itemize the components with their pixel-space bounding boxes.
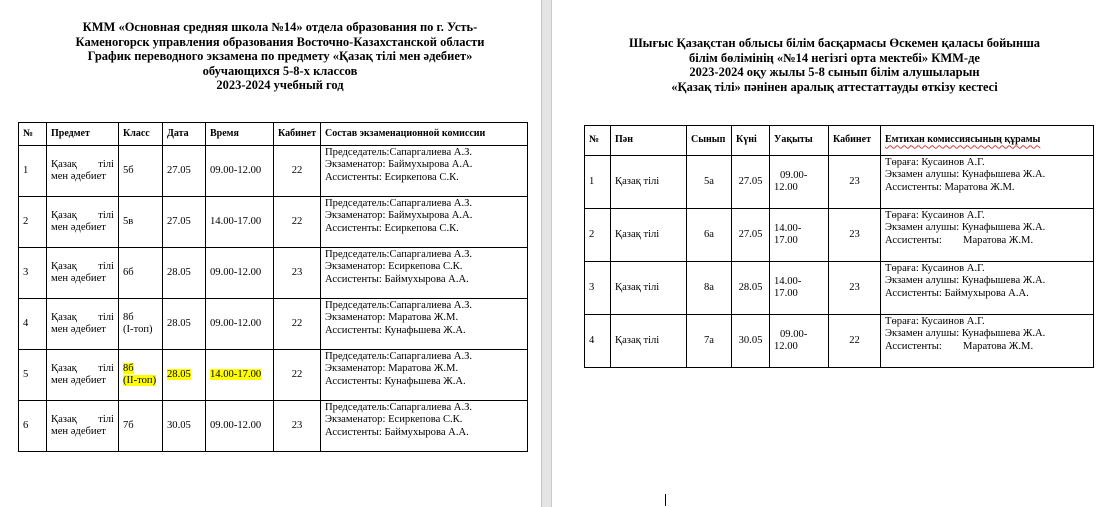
time-cell [770,156,829,209]
subject-word: мен әдебиет [51,273,106,284]
commission-examiner: Экзамен алушы: Кунафышева Ж.А. [885,222,1046,234]
header-cell: Пән [611,126,687,156]
commission-assistant: Ассистенты: Баймухырова А.А. [325,273,469,285]
subject-word: Қазақ [51,158,77,170]
subject-cell: Қазақ тілі [611,209,687,262]
date-cell: 27.05 [163,146,206,197]
subject-cell [47,197,119,248]
table-row [585,209,1094,262]
header-cell: Состав экзаменационной комиссии [321,123,528,146]
commission-chair: Төраға: Кусаинов А.Г. [885,263,985,274]
subject-word: мен әдебиет [51,222,106,233]
commission-chair: Председатель:Сапаргалиева А.З. [325,402,473,413]
header-cell: Время [206,123,274,146]
commission-cell [321,401,528,452]
class-cell [119,146,163,197]
date-cell: 28.05 [163,248,206,299]
commission-cell [881,315,1094,368]
left-title-line: КММ «Основная средняя школа №14» отдела образования по г. Усть- [82,20,478,34]
time-end: 12.00 [774,341,798,352]
left-title-line: График переводного экзамена по предмету «Қазақ тілі мен әдебиет» [87,49,473,63]
date-cell: 27.05 [163,197,206,248]
header-cell: Уақыты [770,126,829,156]
class-cell: 6а [687,209,732,262]
right-title-line: білім бөлімінің «№14 негізгі орта мектебі» КММ-де [689,50,980,65]
commission-examiner: Экзамен алушы: Кунафышева Ж.А. [885,275,1046,287]
time-cell: 09.00-12.00 [206,299,274,350]
time-cell [770,315,829,368]
row-number: 3 [585,262,611,315]
time-cell: 09.00-12.00 [206,248,274,299]
left-title-line: 2023-2024 учебный год [216,78,344,92]
subject-cell [47,299,119,350]
commission-chair: Председатель:Сапаргалиева А.З. [325,249,473,260]
time-cell [770,209,829,262]
table-row [19,248,528,299]
table-row [19,146,528,197]
subject-word: тілі [98,158,114,170]
commission-cell [881,209,1094,262]
room-cell: 23 [829,262,881,315]
row-number: 4 [585,315,611,368]
room-cell: 23 [829,156,881,209]
class-value: 7б [123,419,134,431]
subject-word: Қазақ [51,209,77,221]
class-value: 5б [123,164,134,176]
subject-cell [47,401,119,452]
subject-word: Қазақ [51,362,77,374]
row-number: 2 [19,197,47,248]
commission-chair: Председатель:Сапаргалиева А.З. [325,351,473,362]
commission-examiner: Экзаменатор: Маратова Ж.М. [325,363,459,375]
header-cell: Класс [119,123,163,146]
commission-cell [881,156,1094,209]
time-start: 09.00- [780,169,808,181]
time-start: 14.00- [774,275,802,287]
subject-word: Қазақ [51,311,77,323]
time-cell [770,262,829,315]
table-row [19,350,528,401]
commission-assistant: Ассистенты: Кунафьшева Ж.А. [325,375,466,387]
room-cell: 22 [274,146,321,197]
document-page-left [0,0,541,507]
room-cell: 22 [274,350,321,401]
left-title-line: Каменогорск управления образования Восточно-Казахстанской области [75,34,485,49]
date-cell: 28.05 [732,262,770,315]
class-cell [119,248,163,299]
date-cell [163,350,206,401]
right-exam-table [584,125,1094,368]
document-page-right [552,0,1117,507]
header-cell: Кабинет [829,126,881,156]
subject-word: мен әдебиет [51,375,106,386]
page-gutter [541,0,552,507]
right-title-line: «Қазақ тілі» пәнінен аралық аттестаттауды өткізу кестесі [671,79,998,94]
commission-chair: Председатель:Сапаргалиева А.З. [325,300,473,311]
subject-cell [47,248,119,299]
left-exam-table [18,122,528,452]
commission-examiner: Экзаменатор: Есиркепова С.К. [325,414,463,426]
commission-assistant: Ассистенты: Баймухырова А.А. [325,426,469,438]
subject-word: тілі [98,260,114,272]
class-cell: 8а [687,262,732,315]
commission-examiner: Экзаменатор: Баймухырова А.А. [325,159,473,171]
commission-assistant: Ассистенты: Маратова Ж.М. [885,340,1034,352]
class-value: 5в [123,215,134,227]
right-title-line: Шығыс Қазақстан облысы білім басқармасы Өскемен қаласы бойынша [628,36,1041,50]
header-cell [881,126,1094,156]
class-cell [119,350,163,401]
subject-word: тілі [98,209,114,221]
commission-assistant: Ассистенты: Маратова Ж.М. [885,234,1034,246]
header-text: Емтихан комиссиясының құрамы [885,134,1041,146]
class-value: 8б [123,362,134,374]
commission-chair: Төраға: Кусаинов А.Г. [885,316,985,327]
commission-examiner: Экзамен алушы: Кунафышева Ж.А. [885,169,1046,181]
time-cell: 09.00-12.00 [206,401,274,452]
class-cell: 5а [687,156,732,209]
commission-examiner: Экзаменатор: Маратова Ж.М. [325,312,459,324]
commission-chair: Председатель:Сапаргалиева А.З. [325,147,473,158]
header-cell: № [585,126,611,156]
date-cell: 30.05 [163,401,206,452]
commission-chair: Төраға: Кусаинов А.Г. [885,210,985,221]
row-number: 5 [19,350,47,401]
subject-cell [47,146,119,197]
commission-assistant: Ассистенты: Маратова Ж.М. [885,181,1015,193]
subject-word: Қазақ [51,260,77,272]
commission-examiner: Экзаменатор: Баймухырова А.А. [325,210,473,222]
header-cell: Күні [732,126,770,156]
time-value: 14.00-17.00 [210,368,262,380]
subject-word: мен әдебиет [51,171,106,182]
date-cell: 27.05 [732,209,770,262]
room-cell: 22 [829,315,881,368]
row-number: 4 [19,299,47,350]
commission-chair: Председатель:Сапаргалиева А.З. [325,198,473,209]
class-cell [119,299,163,350]
class-cell [119,401,163,452]
row-number: 1 [19,146,47,197]
subject-cell: Қазақ тілі [611,156,687,209]
commission-assistant: Ассистенты: Есиркепова С.К. [325,171,459,183]
room-cell: 23 [829,209,881,262]
commission-examiner: Экзамен алушы: Кунафышева Ж.А. [885,328,1046,340]
commission-cell [321,299,528,350]
subject-cell [47,350,119,401]
commission-cell [321,350,528,401]
commission-cell [881,262,1094,315]
room-cell: 22 [274,299,321,350]
subject-cell: Қазақ тілі [611,315,687,368]
commission-assistant: Ассистенты: Есиркепова С.К. [325,222,459,234]
commission-assistant: Ассистенты: Баймухырова А.А. [885,287,1029,299]
date-value: 28.05 [167,368,191,380]
subject-cell: Қазақ тілі [611,262,687,315]
header-cell: Дата [163,123,206,146]
table-row [19,299,528,350]
text-cursor [665,494,666,506]
commission-assistant: Ассистенты: Кунафьшева Ж.А. [325,324,466,336]
row-number: 2 [585,209,611,262]
row-number: 6 [19,401,47,452]
header-cell: № [19,123,47,146]
right-title-line: 2023-2024 оқу жылы 5-8 сынып білім алушыларын [689,65,980,79]
class-group: (ІІ-топ) [123,375,157,386]
commission-cell [321,197,528,248]
header-cell: Сынып [687,126,732,156]
left-heading [20,20,540,93]
commission-examiner: Экзаменатор: Есиркепова С.К. [325,261,463,273]
time-end: 12.00 [774,182,798,193]
class-value: 6б [123,266,134,278]
time-cell: 14.00-17.00 [206,197,274,248]
header-cell: Предмет [47,123,119,146]
time-start: 14.00- [774,222,802,234]
room-cell: 23 [274,248,321,299]
table-row [585,156,1094,209]
table-row [19,197,528,248]
commission-chair: Төраға: Кусаинов А.Г. [885,157,985,168]
right-header-row [585,126,1094,156]
right-heading [552,36,1117,94]
date-cell: 30.05 [732,315,770,368]
time-end: 17.00 [774,288,798,299]
time-end: 17.00 [774,235,798,246]
commission-cell [321,248,528,299]
room-cell: 22 [274,197,321,248]
time-cell [206,350,274,401]
subject-word: тілі [98,413,114,425]
row-number: 1 [585,156,611,209]
time-cell: 09.00-12.00 [206,146,274,197]
class-group: (І-топ) [123,324,153,335]
table-row [585,262,1094,315]
room-cell: 23 [274,401,321,452]
time-start: 09.00- [780,328,808,340]
commission-cell [321,146,528,197]
left-title-line: обучающихся 5-8-х классов [202,63,358,78]
row-number: 3 [19,248,47,299]
table-row [19,401,528,452]
date-cell: 28.05 [163,299,206,350]
date-cell: 27.05 [732,156,770,209]
table-row [585,315,1094,368]
subject-word: тілі [98,362,114,374]
class-cell [119,197,163,248]
subject-word: мен әдебиет [51,426,106,437]
left-header-row [19,123,528,146]
subject-word: мен әдебиет [51,324,106,335]
class-value: 8б [123,311,134,323]
header-cell: Кабинет [274,123,321,146]
subject-word: Қазақ [51,413,77,425]
subject-word: тілі [98,311,114,323]
class-cell: 7а [687,315,732,368]
